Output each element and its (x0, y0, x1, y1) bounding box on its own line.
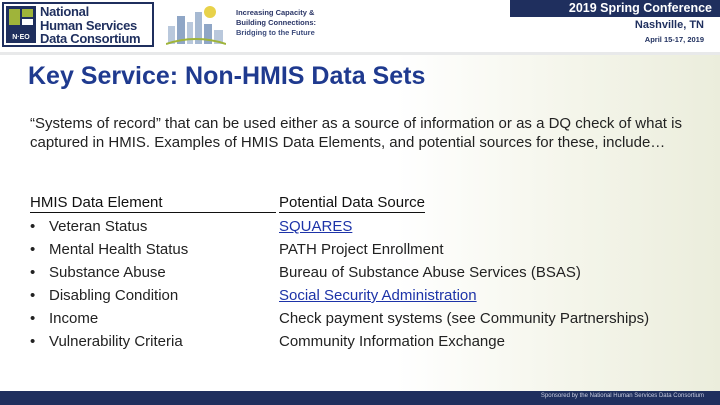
logo-line-1: National (40, 4, 89, 19)
hmis-element-item (30, 261, 188, 284)
logo-line-2: Human Services (40, 17, 137, 33)
bullet-icon: • (30, 333, 36, 350)
conference-city: Nashville, TN (634, 19, 704, 31)
hmis-element-label: Disabling Condition (49, 287, 179, 304)
conference-tagline (236, 8, 316, 38)
footer-sponsor: Sponsored by the National Human Services Data Consortium (540, 393, 704, 399)
tagline-line-1: Increasing Capacity & (236, 8, 315, 17)
logo-mark-text: N·EO (12, 34, 30, 41)
data-source-item (279, 215, 649, 238)
data-source-item (279, 330, 649, 353)
logo-mark-icon (6, 6, 36, 43)
slide-title: Key Service: Non-HMIS Data Sets (28, 62, 426, 90)
hmis-element-item (30, 284, 188, 307)
slide-intro: “Systems of record” that can be used either as a source of information or as a DQ check of what is captured in HMIS. Examples of HMIS Data Elements, and potential sources for these, include… (30, 115, 682, 151)
hmis-element-label: Income (49, 310, 99, 327)
skyline-icon (166, 4, 226, 46)
data-source-header: Potential Data Source (279, 194, 425, 211)
hmis-element-list (30, 215, 188, 353)
data-source-label: PATH Project Enrollment (279, 241, 444, 258)
hmis-element-label: Substance Abuse (49, 264, 166, 281)
conference-dates: April 15-17, 2019 (644, 35, 704, 44)
bullet-icon: • (30, 241, 36, 258)
tagline-line-2: Building Connections: (236, 18, 316, 27)
logo-text (40, 5, 140, 46)
data-source-item (279, 284, 649, 307)
hmis-element-item (30, 238, 188, 261)
data-source-label: Community Information Exchange (279, 333, 505, 350)
bullet-icon: • (30, 218, 36, 235)
conference-title: 2019 Spring Conference (510, 0, 720, 17)
data-source-label: Check payment systems (see Community Partnerships) (279, 310, 650, 327)
hmis-element-item (30, 330, 188, 353)
hmis-element-label: Veteran Status (49, 218, 148, 235)
header-bar (0, 0, 720, 55)
tagline-line-3: Bridging to the Future (236, 28, 315, 37)
data-source-item (279, 238, 649, 261)
data-source-link[interactable]: SQUARES (279, 218, 353, 235)
data-source-label: Bureau of Substance Abuse Services (BSAS) (279, 264, 581, 281)
data-source-item (279, 261, 649, 284)
data-source-item (279, 307, 649, 330)
bullet-icon: • (30, 287, 36, 304)
hmis-element-item (30, 307, 188, 330)
hmis-element-label: Vulnerability Criteria (49, 333, 183, 350)
logo-line-3: Data Consortium (40, 31, 141, 46)
hmis-element-item (30, 215, 188, 238)
conference-panel (510, 0, 720, 50)
nhsdc-logo (2, 2, 154, 47)
hmis-element-header: HMIS Data Element (30, 194, 276, 213)
bullet-icon: • (30, 310, 36, 327)
bullet-icon: • (30, 264, 36, 281)
data-source-link[interactable]: Social Security Administration (279, 287, 477, 304)
hmis-element-label: Mental Health Status (49, 241, 189, 258)
footer-bar (0, 391, 720, 405)
data-source-list (279, 215, 649, 353)
